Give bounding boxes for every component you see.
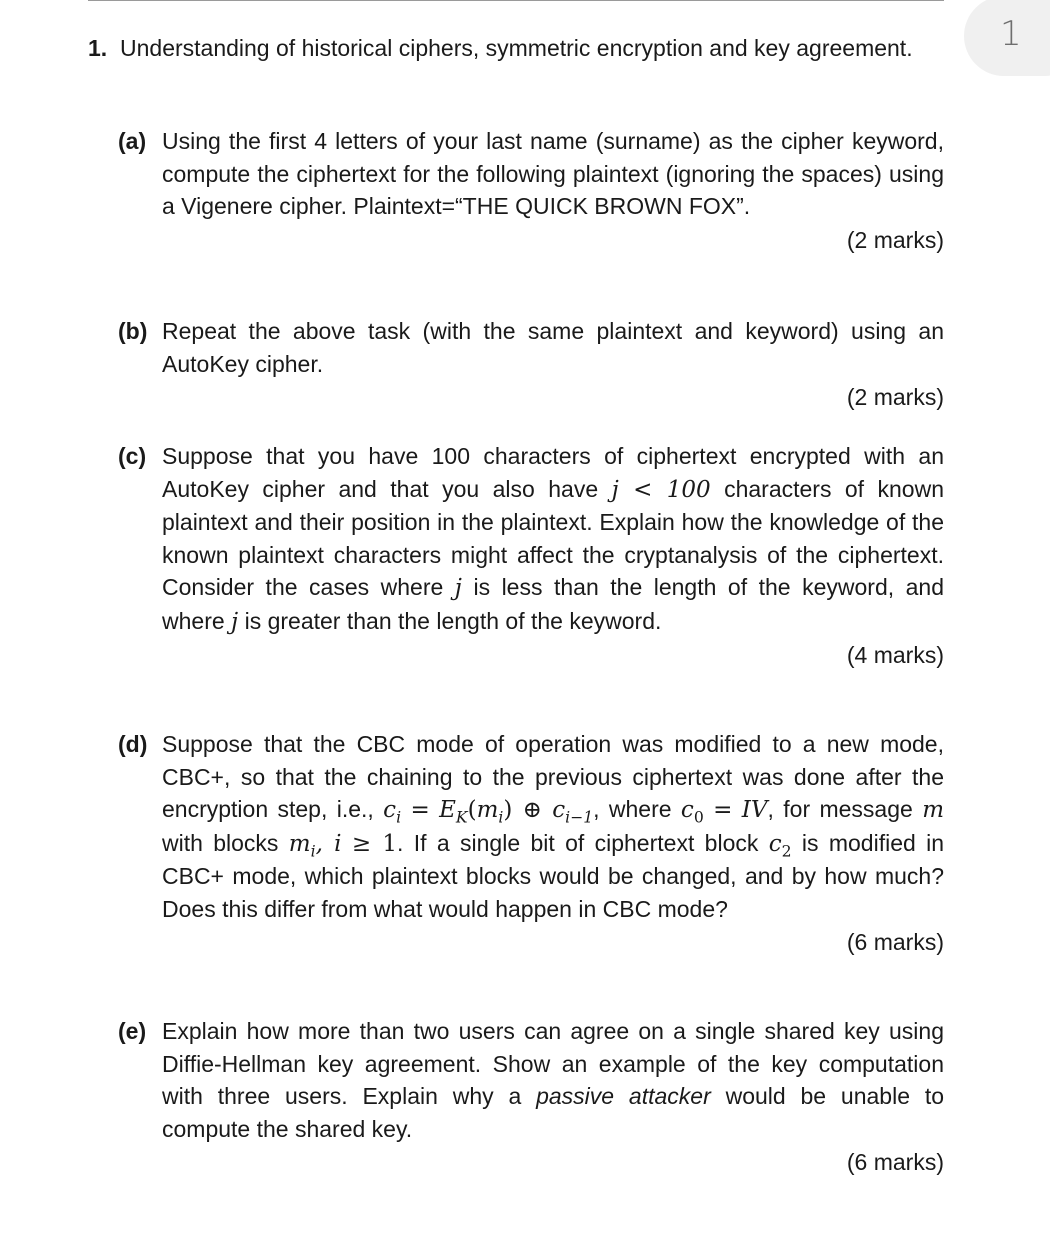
part-e-label: (e)	[118, 1018, 147, 1044]
page-number: 1	[1000, 14, 1022, 54]
part-b-text: Repeat the above task (with the same plaintext and keyword) using an AutoKey cipher.	[162, 318, 944, 377]
math-c0-iv: $c_0$ = IV	[680, 797, 768, 827]
part-d-label: (d)	[118, 731, 148, 757]
part-e	[118, 1015, 944, 1178]
part-d-marks: (6 marks)	[846, 929, 944, 955]
part-a	[118, 125, 944, 256]
part-a-marks: (2 marks)	[846, 226, 944, 253]
part-a-label: (a)	[118, 128, 147, 154]
part-e-text: Explain how more than two users can agree on a single shared key using Diffie-Hellman key agreement. Show an example of the key computation with three users. Explain why a passive attacker would be unable to compute the shared key.	[162, 1018, 945, 1142]
math-blocks: $m_i$, i ≥ 1	[288, 830, 398, 861]
part-c-marks: (4 marks)	[846, 642, 944, 668]
question-title: Understanding of historical ciphers, symmetric encryption and key agreement.	[120, 35, 913, 61]
part-b-label: (b)	[118, 318, 148, 344]
part-b	[118, 315, 944, 413]
math-cbc-plus-formula: $c_i = E_K(m_i)$ ⊕ $c_{i-1}$	[383, 797, 594, 827]
part-a-text: Using the first 4 letters of your last name (surname) as the cipher keyword, compute the ciphertext for the following plaintext (ignoring the spaces) using a Vigenere cipher. Plaintext=“THE QUICK BROWN FOX”.	[162, 128, 944, 219]
part-c	[118, 440, 944, 671]
math-j-lt-100: j < 100	[611, 476, 711, 503]
math-j: j	[454, 575, 462, 601]
math-c2: $c_2$	[768, 830, 792, 861]
math-j: j	[231, 608, 239, 635]
part-c-label: (c)	[118, 443, 147, 469]
question-number: 1.	[88, 35, 108, 61]
part-c-text: Suppose that you have 100 characters of ciphertext encrypted with an AutoKey cipher and that you also have j < 100 characters of known plaintext and their position in the plaintext. Explain how the knowledge of the known plaintext characters might affect the cryptanalysis of the ciphertext. Consider the cases where j is less than the length of the keyword, and where j is greater than the length of the keyword.	[162, 443, 945, 635]
part-d-text: Suppose that the CBC mode of operation was modified to a new mode, CBC+, so that the chaining to the previous ciphertext was done after the encryption step, i.e., $c_i = E_K(m_i)$ ⊕ $c_{i-1}$, where $c_0$ = IV, for message m with blocks $m_i$, i ≥ 1. If a single bit of ciphertext block $c_2$ is modified in CBC+ mode, which plaintext blocks would be changed, and by how much? Does this differ from what would happen in CBC mode?	[162, 731, 945, 922]
passive-attacker-emphasis: passive attacker	[536, 1083, 711, 1109]
math-m: m	[922, 797, 944, 823]
part-e-marks: (6 marks)	[846, 1149, 944, 1175]
part-d	[118, 728, 944, 958]
top-rule	[88, 0, 944, 1]
part-b-marks: (2 marks)	[846, 384, 944, 410]
question-1	[88, 32, 944, 65]
